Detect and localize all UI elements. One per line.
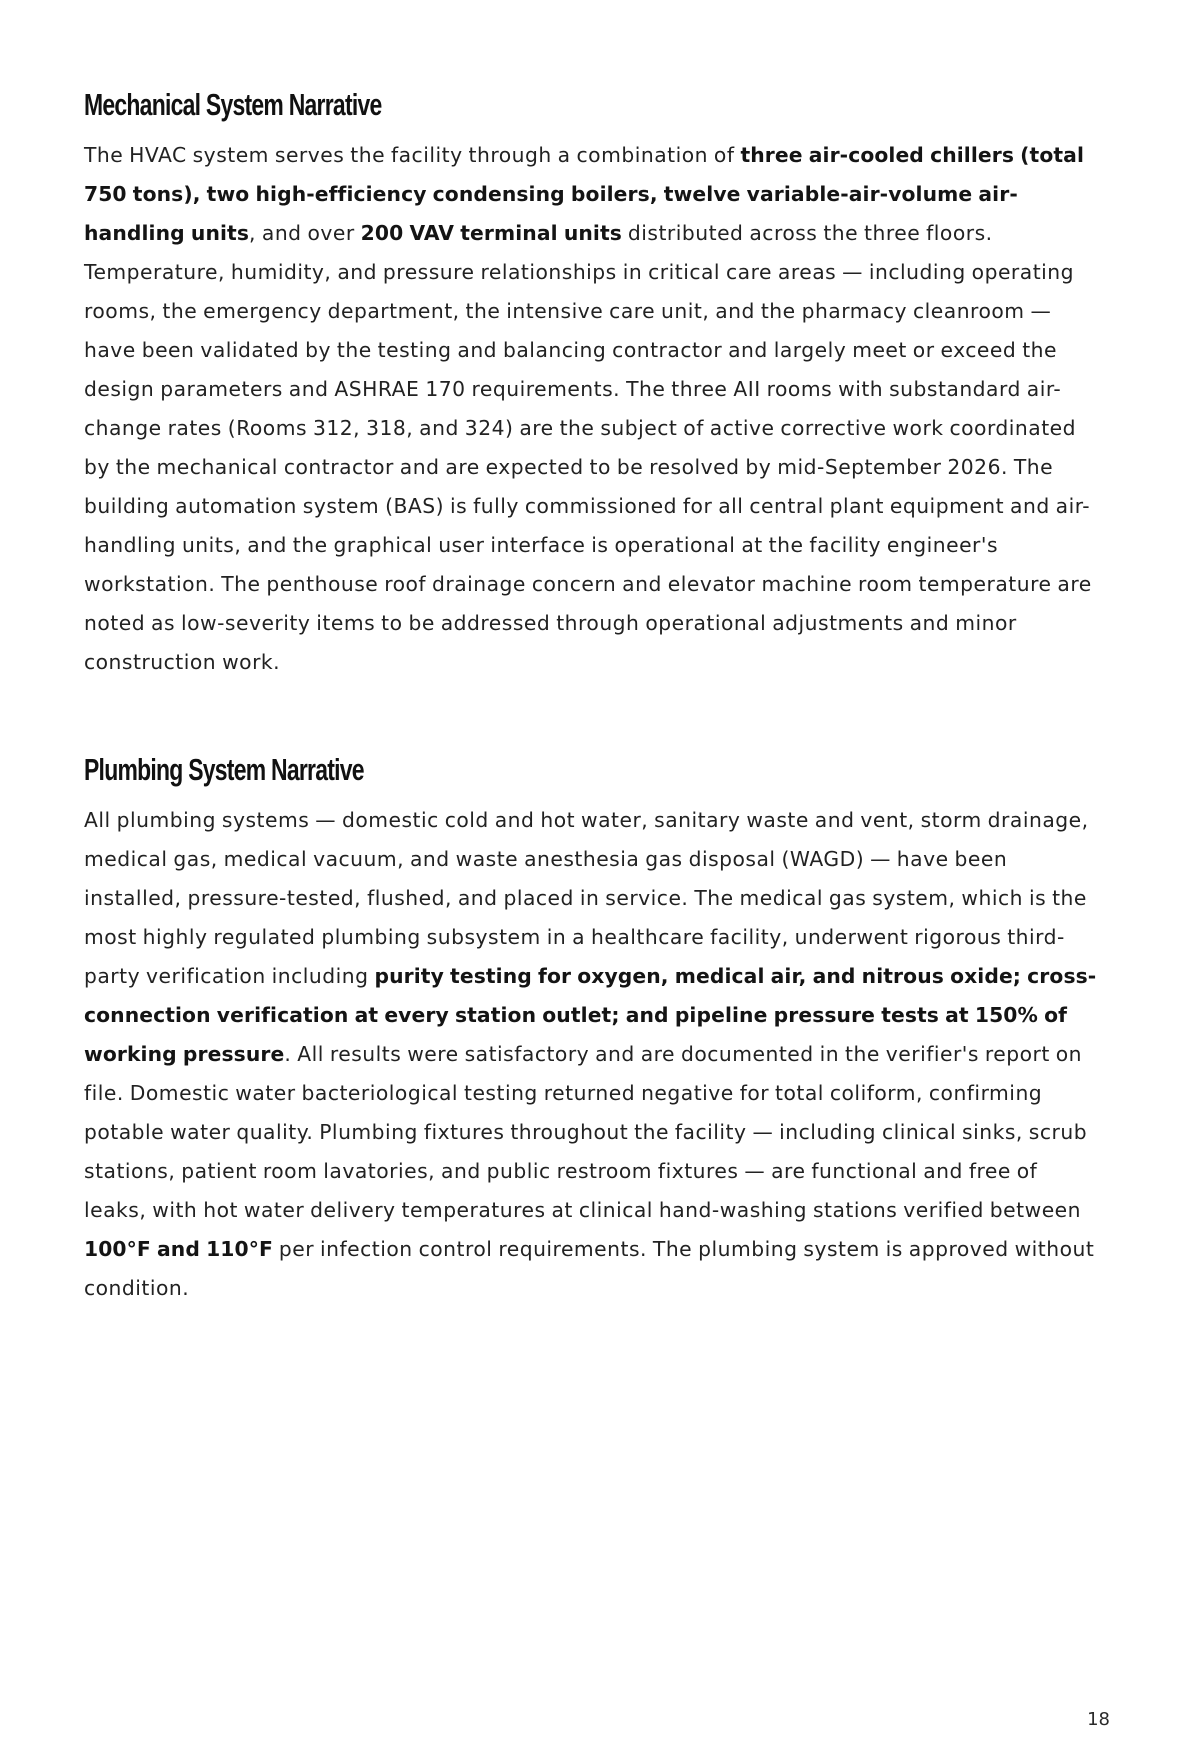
plumbing-bold-testing: purity testing for oxygen, medical air, and nitrous oxide; cross-connection verification at every station outlet; and pipeline pressure tests at 150% of working pressure: [84, 964, 1097, 1066]
plumbing-text-2: . All results were satisfactory and are documented in the verifier's report on file. Domestic water bacteriological testing returned negative for total coliform, confirming potable water quality. Plumbing fixtures throughout the facility — including clinical sinks, scrub stations, patient room lavatories, and public restroom fixtures — are functional and free of leaks, with hot water delivery temperatures at clinical hand-washing stations verified between: [84, 1042, 1088, 1222]
plumbing-bold-temperature: 100°F and 110°F: [84, 1237, 273, 1261]
mechanical-section: [84, 84, 1102, 682]
mechanical-text-3: distributed across the three floors. Temperature, humidity, and pressure relationships in critical care areas — including operating rooms, the emergency department, the intensive care unit, and the pharmacy cleanroom — have been validated by the testing and balancing contractor and largely meet or exceed the design parameters and ASHRAE 170 requirements. The three AII rooms with substandard air-change rates (Rooms 312, 318, and 324) are the subject of active corrective work coordinated by the mechanical contractor and are expected to be resolved by mid-September 2026. The building automation system (BAS) is fully commissioned for all central plant equipment and air-handling units, and the graphical user interface is operational at the facility engineer's workstation. The penthouse roof drainage concern and elevator machine room temperature are noted as low-severity items to be addressed through operational adjustments and minor construction work.: [84, 221, 1092, 674]
plumbing-text-3: per infection control requirements. The plumbing system is approved without condition.: [84, 1237, 1095, 1300]
mechanical-bold-vav: 200 VAV terminal units: [360, 221, 622, 245]
mechanical-text-2: , and over: [249, 221, 361, 245]
mechanical-text-1: The HVAC system serves the facility through a combination of: [84, 143, 741, 167]
page-number: 18: [1087, 1709, 1110, 1730]
mechanical-bold-equipment: three air-cooled chillers (total 750 tons), two high-efficiency condensing boilers, twelve variable-air-volume air-handling units: [84, 143, 1085, 245]
mechanical-heading: Mechanical System Narrative: [84, 87, 382, 122]
plumbing-text-1: All plumbing systems — domestic cold and hot water, sanitary waste and vent, storm drainage, medical gas, medical vacuum, and waste anesthesia gas disposal (WAGD) — have been installed, pressure-tested, flushed, and placed in service. The medical gas system, which is the most highly regulated plumbing subsystem in a healthcare facility, underwent rigorous third-party verification including: [84, 808, 1089, 988]
plumbing-paragraph: [84, 801, 1102, 1308]
plumbing-section: [84, 749, 1102, 1308]
mechanical-paragraph: [84, 136, 1102, 682]
plumbing-heading: Plumbing System Narrative: [84, 752, 364, 787]
